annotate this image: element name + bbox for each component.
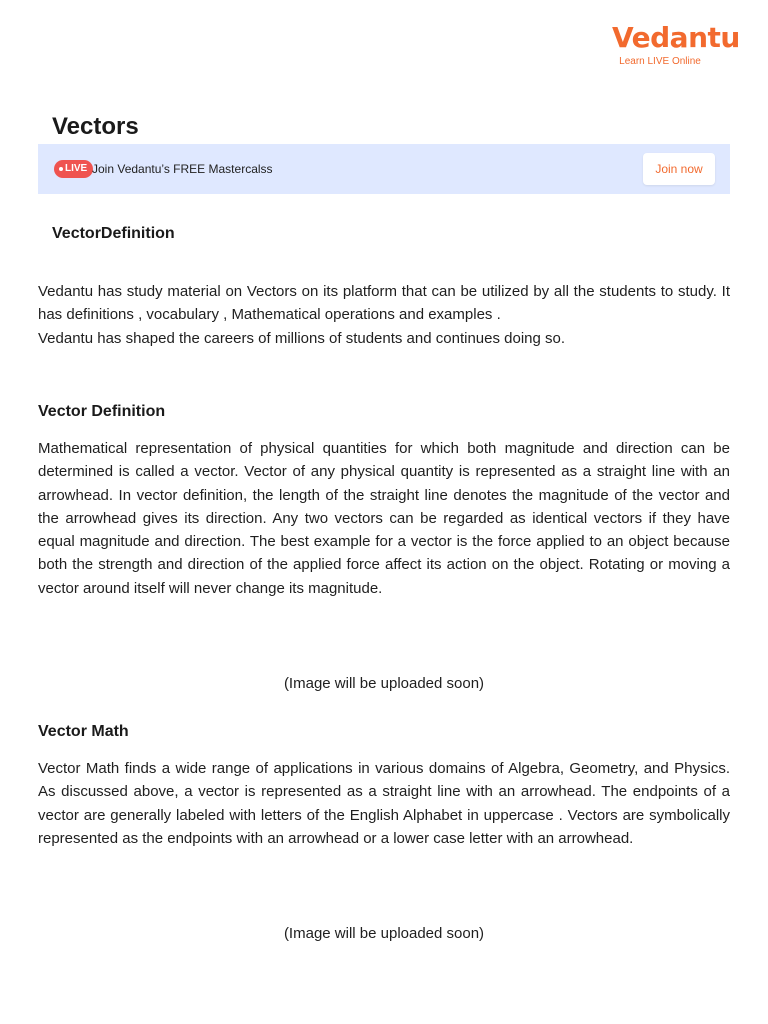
join-now-button[interactable]: Join now	[643, 153, 715, 185]
definition-paragraph: Mathematical representation of physical quantities for which both magnitude and direction can be determined is called a vector. Vector of any physical quantity is represented as a straight line with an arrowhead. In vector definition, the length of the straight line denotes the magnitude of the vector and the arrowhead gives its direction. Any two vectors can be regarded as identical vectors if they have equal magnitude and direction. The best example for a vector is the force applied to an object because both the strength and direction of the applied force affect its action on the object. Rotating or moving a vector around itself will never change its magnitude.	[38, 440, 730, 597]
section-heading-vector-math: Vector Math	[38, 723, 129, 740]
intro-line-1: Vedantu has study material on Vectors on its platform that can be utilized by all the students to study. It has definitions , vocabulary , Mathematical operations and examples .	[38, 283, 730, 324]
image-placeholder-note-2: (Image will be uploaded soon)	[283, 925, 485, 942]
live-badge	[54, 160, 93, 178]
vedantu-logo[interactable]	[612, 21, 740, 68]
intro-paragraph	[38, 280, 730, 350]
logo-tagline: Learn LIVE Online	[619, 56, 701, 67]
banner-text: Join Vedantu’s FREE Mastercalss	[92, 162, 273, 176]
image-placeholder-note-1: (Image will be uploaded soon)	[283, 675, 485, 692]
live-badge-label: LIVE	[65, 163, 88, 174]
mastercalss-banner	[38, 144, 730, 194]
section-heading-intro: VectorDefinition	[52, 225, 175, 242]
logo-wordmark: Vedantu	[612, 21, 740, 54]
intro-line-2: Vedantu has shaped the careers of millions of students and continues doing so.	[38, 329, 566, 347]
vector-math-paragraph: Vector Math finds a wide range of applications in various domains of Algebra, Geometry, and Physics. As discussed above, a vector is represented as a straight line with an arrowhead. The endpoints of a vector are generally labeled with letters of the English Alphabet in uppercase . Vectors are symbolically represented as the endpoints with an arrowhead or a lower case letter with an arrowhead.	[38, 760, 730, 847]
page-title: Vectors	[52, 113, 139, 140]
section-heading-definition: Vector Definition	[38, 403, 166, 420]
live-dot-icon	[59, 167, 63, 171]
